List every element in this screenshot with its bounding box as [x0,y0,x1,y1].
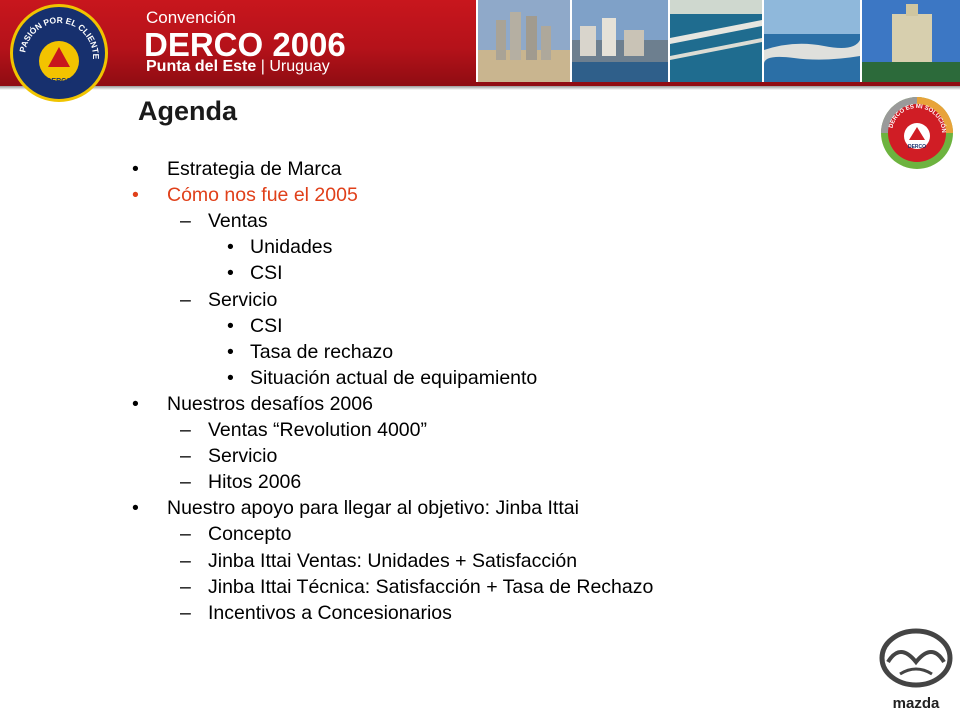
agenda-item-text: Ventas [208,210,268,233]
agenda-item-text: Incentivos a Concesionarios [208,601,452,624]
dash-marker: – [180,523,191,546]
agenda-item-text: CSI [250,262,283,285]
dash-marker: – [180,210,191,233]
bullet-marker: • [227,262,234,285]
mazda-wordmark: mazda [892,695,940,712]
agenda-item-text: Unidades [250,236,333,259]
dash-marker: – [180,575,191,598]
location-divider: | [260,58,265,75]
badge-ring-text: DERCO ES MI SOLUCIÓN [888,103,947,134]
seal-brand: DERCO [46,78,72,85]
dash-marker: – [180,549,191,572]
event-city: Punta del Este [146,58,257,75]
slide-title: Agenda [138,96,238,126]
bullet-marker: • [132,497,139,520]
dash-marker: – [180,288,191,311]
bullet-marker: • [227,340,234,363]
bullet-marker: • [132,158,139,180]
bullet-marker: • [227,366,234,389]
event-country: Uruguay [269,58,330,75]
event-label: Convención [146,8,236,27]
agenda-item-text: Jinba Ittai Técnica: Satisfacción + Tasa de Rechazo [208,575,654,598]
dash-marker: – [180,601,191,624]
agenda-item-text: Concepto [208,523,292,546]
agenda-item-text: Nuestro apoyo para llegar al objetivo: Jinba Ittai [167,497,579,520]
agenda-item-text: Jinba Ittai Ventas: Unidades + Satisfacción [208,549,578,572]
agenda-item-text: Tasa de rechazo [250,340,394,363]
agenda-item-text: Cómo nos fue el 2005 [167,184,358,207]
bullet-marker: • [227,314,234,337]
agenda-item-text: Ventas “Revolution 4000” [208,419,427,441]
badge-brand: DERCO [907,144,927,150]
agenda-item-text: Servicio [208,288,278,311]
agenda-item-text: Estrategia de Marca [167,158,342,180]
dash-marker: – [180,445,191,468]
bullet-marker: • [132,392,139,415]
agenda-item-text: CSI [250,314,283,337]
dash-marker: – [180,471,191,494]
agenda-item-text: Situación actual de equipamiento [250,366,538,389]
bullet-marker: • [227,236,234,259]
agenda-item-text: Nuestros desafíos 2006 [167,392,373,415]
derco-solucion-badge [880,96,954,170]
agenda-item-text: Servicio [208,445,278,468]
event-title: DERCO 2006 [144,26,346,63]
mazda-logo [878,628,954,714]
agenda-item-text: Hitos 2006 [208,471,302,494]
seal-ring-text: PASIÓN POR EL CLIENTE [17,14,102,60]
bullet-marker: • [132,184,139,207]
dash-marker: – [180,419,191,441]
